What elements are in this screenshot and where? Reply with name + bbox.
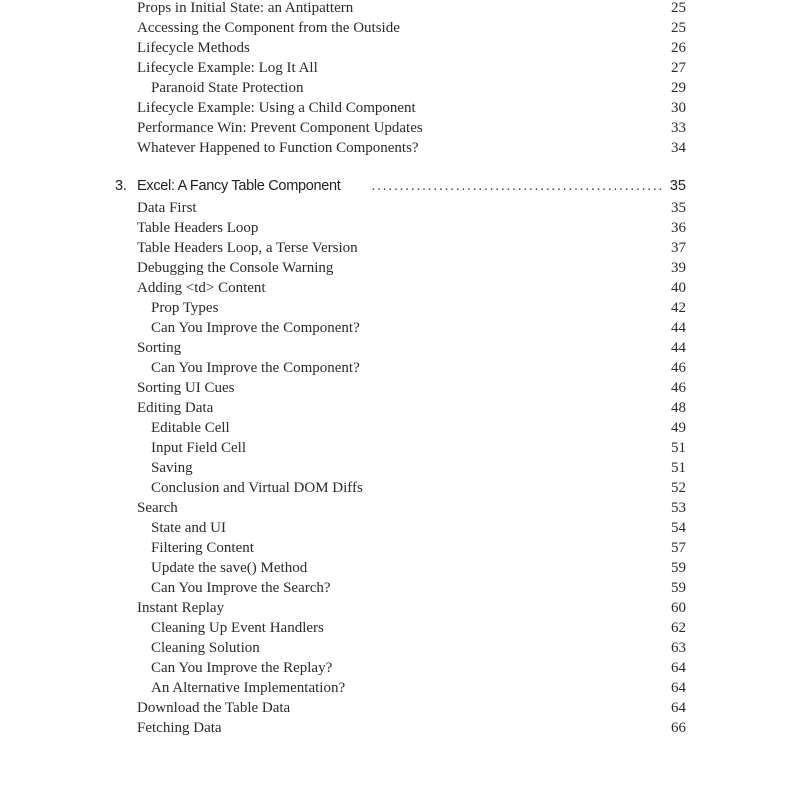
toc-entry: [0, 338, 800, 358]
toc-entry-title: Editing Data: [137, 400, 214, 416]
toc-entry-page: 53: [671, 500, 686, 516]
toc-entry-page: 35: [671, 200, 686, 216]
toc-entry-page: 46: [671, 360, 686, 376]
toc-entry-title: Performance Win: Prevent Component Updates: [137, 120, 423, 136]
toc-entry-title: Can You Improve the Search?: [151, 580, 331, 596]
toc-entry-title: Update the save() Method: [151, 560, 308, 576]
toc-entry: [0, 518, 800, 538]
toc-entry: [0, 458, 800, 478]
toc-entry-title: Lifecycle Example: Log It All: [137, 60, 318, 76]
toc-entry: [0, 538, 800, 558]
toc-entry: [0, 238, 800, 258]
toc-entry-page: 29: [671, 80, 686, 96]
toc-entry: [0, 598, 800, 618]
toc-entry-page: 39: [671, 260, 686, 276]
toc-entry-title: Conclusion and Virtual DOM Diffs: [151, 480, 363, 496]
toc-entry-page: 44: [671, 320, 686, 336]
toc-entry: [0, 218, 800, 238]
toc-entry-page: 46: [671, 380, 686, 396]
toc-entry-page: 51: [671, 460, 686, 476]
toc-entry-title: Cleaning Solution: [151, 640, 260, 656]
toc-entry-page: 27: [671, 60, 686, 76]
toc-entry: [0, 358, 800, 378]
toc-entry-page: 26: [671, 40, 686, 56]
toc-entry-page: 52: [671, 480, 686, 496]
toc-entry-title: Data First: [137, 200, 197, 216]
toc-entry: [0, 18, 800, 38]
toc-entry-title: Input Field Cell: [151, 440, 246, 456]
toc-entry-title: An Alternative Implementation?: [151, 680, 346, 696]
toc-entry-title: Can You Improve the Component?: [151, 320, 360, 336]
toc-entry-page: 48: [671, 400, 686, 416]
toc-entry-title: Lifecycle Example: Using a Child Component: [137, 100, 416, 116]
toc-entry-title: Editable Cell: [151, 420, 230, 436]
toc-entry-title: Can You Improve the Component?: [151, 360, 360, 376]
toc-entry-title: Cleaning Up Event Handlers: [151, 620, 324, 636]
toc-entry-page: 66: [671, 720, 686, 736]
toc-entry: [0, 618, 800, 638]
toc-entry-title: Prop Types: [151, 300, 219, 316]
toc-entry-page: 25: [671, 20, 686, 36]
toc-entry: [0, 278, 800, 298]
toc-entry-page: 49: [671, 420, 686, 436]
toc-entry-title: Adding <td> Content: [137, 280, 266, 296]
chapter-heading: [0, 175, 800, 197]
toc-entry: [0, 558, 800, 578]
toc-entry: [0, 378, 800, 398]
toc-entry-page: 37: [671, 240, 686, 256]
toc-entry: [0, 0, 800, 18]
dot-leader: ....................................................: [371, 178, 664, 194]
toc-entry-title: Table Headers Loop, a Terse Version: [137, 240, 358, 256]
toc-entry: [0, 138, 800, 158]
toc-entry: [0, 198, 800, 218]
toc-entry: [0, 118, 800, 138]
toc-entry: [0, 58, 800, 78]
toc-entry-page: 57: [671, 540, 686, 556]
toc-entry: [0, 718, 800, 738]
toc-entry-title: Sorting: [137, 340, 182, 356]
toc-entry: [0, 498, 800, 518]
toc-entry-title: Paranoid State Protection: [151, 80, 304, 96]
toc-entry-page: 44: [671, 340, 686, 356]
toc-entry: [0, 78, 800, 98]
toc-entry-page: 40: [671, 280, 686, 296]
toc-entry-title: Props in Initial State: an Antipattern: [137, 0, 354, 16]
toc-entry-page: 63: [671, 640, 686, 656]
toc-entry-page: 64: [671, 660, 686, 676]
toc-entry-page: 30: [671, 100, 686, 116]
toc-entry-title: Fetching Data: [137, 720, 222, 736]
toc-entry: [0, 418, 800, 438]
toc-entry-page: 64: [671, 680, 686, 696]
toc-entry-title: Saving: [151, 460, 193, 476]
toc-entry: [0, 578, 800, 598]
toc-entry: [0, 38, 800, 58]
toc-entry: [0, 658, 800, 678]
toc-entry: [0, 398, 800, 418]
toc-entry-page: 34: [671, 140, 686, 156]
toc-entry-title: Sorting UI Cues: [137, 380, 235, 396]
chapter-page: 35: [669, 178, 686, 194]
chapter-number: 3.: [115, 178, 127, 194]
toc-entry-page: 62: [671, 620, 686, 636]
toc-entry-title: Debugging the Console Warning: [137, 260, 334, 276]
toc-entry-title: Lifecycle Methods: [137, 40, 250, 56]
toc-entry-title: State and UI: [151, 520, 226, 536]
toc-entry-title: Instant Replay: [137, 600, 225, 616]
toc-entry-title: Download the Table Data: [137, 700, 291, 716]
toc-entry-title: Search: [137, 500, 178, 516]
toc-entry: [0, 318, 800, 338]
toc-entry: [0, 478, 800, 498]
toc-entry-page: 59: [671, 560, 686, 576]
toc-entry-title: Can You Improve the Replay?: [151, 660, 333, 676]
toc-entry-title: Whatever Happened to Function Components?: [137, 140, 419, 156]
toc-entry-page: 59: [671, 580, 686, 596]
toc-entry: [0, 98, 800, 118]
toc-entry-page: 42: [671, 300, 686, 316]
toc-entry-page: 33: [671, 120, 686, 136]
toc-entry-title: Table Headers Loop: [137, 220, 259, 236]
chapter-title: Excel: A Fancy Table Component: [137, 178, 341, 194]
toc-entry: [0, 678, 800, 698]
toc-entry-page: 60: [671, 600, 686, 616]
toc-entry-page: 64: [671, 700, 686, 716]
toc-entry: [0, 258, 800, 278]
toc-entry-page: 51: [671, 440, 686, 456]
toc-entry: [0, 438, 800, 458]
toc-entry: [0, 298, 800, 318]
toc-entry: [0, 638, 800, 658]
toc-entry-title: Filtering Content: [151, 540, 254, 556]
toc-entry-title: Accessing the Component from the Outside: [137, 20, 400, 36]
toc-entry: [0, 698, 800, 718]
toc-entry-page: 36: [671, 220, 686, 236]
toc-entry-page: 54: [671, 520, 686, 536]
toc-entry-page: 25: [671, 0, 686, 16]
